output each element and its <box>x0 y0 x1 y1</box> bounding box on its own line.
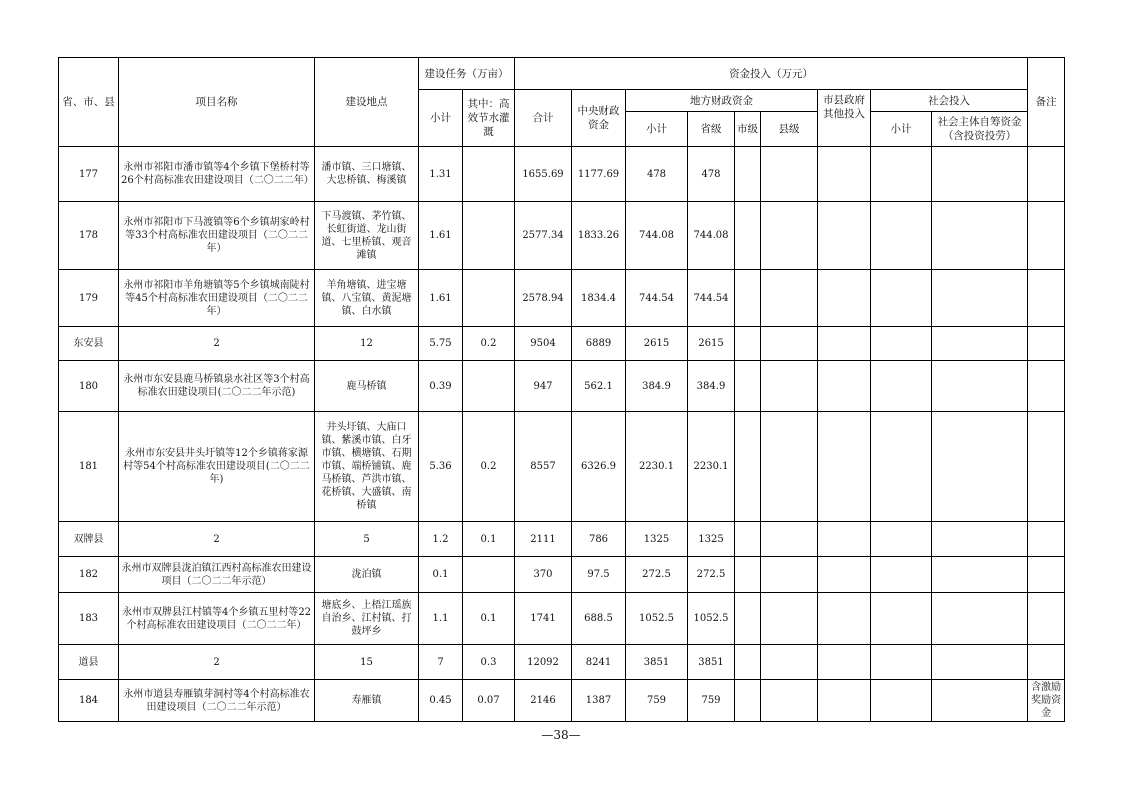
project-name: 永州市祁阳市潘市镇等4个乡镇下堡桥村等26个村高标准农田建设项目（二〇二二年） <box>119 147 315 202</box>
row-number: 178 <box>59 202 119 270</box>
central-funds: 1177.69 <box>572 147 626 202</box>
county-funds <box>761 202 818 270</box>
local-subtotal: 3851 <box>626 645 688 680</box>
social-subtotal <box>871 270 932 327</box>
county-funds <box>761 412 818 522</box>
table-row <box>59 412 1065 522</box>
county-funds <box>761 522 818 557</box>
social-self-funds <box>932 147 1028 202</box>
social-self-funds <box>932 680 1028 722</box>
social-subtotal <box>871 327 932 361</box>
county-funds <box>761 327 818 361</box>
local-subtotal: 744.54 <box>626 270 688 327</box>
header-task-subtotal: 小计 <box>419 90 463 147</box>
header-county-level: 县级 <box>761 112 818 147</box>
row-number: 179 <box>59 270 119 327</box>
county-funds <box>761 557 818 593</box>
central-funds: 8241 <box>572 645 626 680</box>
central-funds: 1833.26 <box>572 202 626 270</box>
local-subtotal: 272.5 <box>626 557 688 593</box>
social-self-funds <box>932 270 1028 327</box>
row-number: 183 <box>59 593 119 645</box>
city-funds <box>735 270 761 327</box>
project-location: 井头圩镇、大庙口镇、紫溪市镇、白牙市镇、横塘镇、石期市镇、端桥铺镇、鹿马桥镇、芦洪市镇、花桥镇、大盛镇、南桥镇 <box>315 412 419 522</box>
social-self-funds <box>932 593 1028 645</box>
social-subtotal <box>871 522 932 557</box>
social-self-funds <box>932 645 1028 680</box>
table-row <box>59 202 1065 270</box>
task-subtotal: 1.1 <box>419 593 463 645</box>
central-funds: 688.5 <box>572 593 626 645</box>
task-subtotal: 0.1 <box>419 557 463 593</box>
provincial-funds: 478 <box>688 147 735 202</box>
table-row <box>59 270 1065 327</box>
page-number: —38— <box>541 728 581 742</box>
task-irrigation <box>463 202 515 270</box>
county-name: 双牌县 <box>59 522 119 557</box>
central-funds: 1834.4 <box>572 270 626 327</box>
task-irrigation <box>463 557 515 593</box>
total-funds: 2111 <box>515 522 572 557</box>
provincial-funds: 3851 <box>688 645 735 680</box>
row-number: 177 <box>59 147 119 202</box>
project-location: 塘底乡、上梧江瑶族自治乡、江村镇、打鼓坪乡 <box>315 593 419 645</box>
table-row <box>59 593 1065 645</box>
remarks <box>1028 270 1065 327</box>
county-funds <box>761 593 818 645</box>
county-funds <box>761 270 818 327</box>
social-subtotal <box>871 202 932 270</box>
total-funds: 1741 <box>515 593 572 645</box>
local-subtotal: 744.08 <box>626 202 688 270</box>
budget-table <box>58 57 1065 722</box>
project-name: 永州市双牌县江村镇等4个乡镇五里村等22个村高标准农田建设项目（二〇二二年） <box>119 593 315 645</box>
provincial-funds: 759 <box>688 680 735 722</box>
county-summary-row <box>59 645 1065 680</box>
project-name: 永州市东安县鹿马桥镇泉水社区等3个村高标准农田建设项目(二〇二二年示范) <box>119 361 315 412</box>
task-irrigation: 0.2 <box>463 327 515 361</box>
header-project-name: 项目名称 <box>119 58 315 147</box>
table-body <box>59 147 1065 722</box>
task-subtotal: 5.36 <box>419 412 463 522</box>
county-funds <box>761 147 818 202</box>
county-summary-row <box>59 327 1065 361</box>
remarks <box>1028 593 1065 645</box>
central-funds: 97.5 <box>572 557 626 593</box>
provincial-funds: 2615 <box>688 327 735 361</box>
header-task-irrigation: 其中：高效节水灌溉 <box>463 90 515 147</box>
social-subtotal <box>871 593 932 645</box>
city-funds <box>735 522 761 557</box>
header-social-self: 社会主体自筹资金（含投资投劳） <box>932 112 1028 147</box>
header-region: 省、市、县 <box>59 58 119 147</box>
other-funds <box>818 522 871 557</box>
project-location: 鹿马桥镇 <box>315 361 419 412</box>
social-subtotal <box>871 645 932 680</box>
remarks <box>1028 557 1065 593</box>
county-name: 东安县 <box>59 327 119 361</box>
local-subtotal: 1325 <box>626 522 688 557</box>
header-social-subtotal: 小计 <box>871 112 932 147</box>
city-funds <box>735 361 761 412</box>
total-funds: 9504 <box>515 327 572 361</box>
local-subtotal: 2230.1 <box>626 412 688 522</box>
city-funds <box>735 147 761 202</box>
header-local-group: 地方财政资金 <box>626 90 818 112</box>
county-funds <box>761 361 818 412</box>
project-name: 永州市祁阳市羊角塘镇等5个乡镇城南陡村等45个村高标准农田建设项目（二〇二二年） <box>119 270 315 327</box>
remarks <box>1028 147 1065 202</box>
local-subtotal: 759 <box>626 680 688 722</box>
task-irrigation: 0.2 <box>463 412 515 522</box>
project-location: 下马渡镇、茅竹镇、长虹街道、龙山街道、七里桥镇、观音滩镇 <box>315 202 419 270</box>
social-subtotal <box>871 680 932 722</box>
social-subtotal <box>871 147 932 202</box>
header-task-group: 建设任务（万亩） <box>419 58 515 90</box>
town-count: 15 <box>315 645 419 680</box>
row-number: 184 <box>59 680 119 722</box>
total-funds: 2146 <box>515 680 572 722</box>
header-remarks: 备注 <box>1028 58 1065 147</box>
social-self-funds <box>932 202 1028 270</box>
other-funds <box>818 270 871 327</box>
task-subtotal: 7 <box>419 645 463 680</box>
provincial-funds: 1325 <box>688 522 735 557</box>
other-funds <box>818 645 871 680</box>
task-subtotal: 1.31 <box>419 147 463 202</box>
project-location: 潘市镇、三口塘镇、大忠桥镇、梅溪镇 <box>315 147 419 202</box>
row-number: 182 <box>59 557 119 593</box>
city-funds <box>735 202 761 270</box>
remarks <box>1028 522 1065 557</box>
total-funds: 8557 <box>515 412 572 522</box>
city-funds <box>735 557 761 593</box>
project-count: 2 <box>119 522 315 557</box>
other-funds <box>818 557 871 593</box>
remarks <box>1028 412 1065 522</box>
row-number: 181 <box>59 412 119 522</box>
social-self-funds <box>932 557 1028 593</box>
project-name: 永州市道县寿雁镇芽洞村等4个村高标准农田建设项目（二〇二二年示范） <box>119 680 315 722</box>
task-subtotal: 1.2 <box>419 522 463 557</box>
social-subtotal <box>871 412 932 522</box>
header-local-subtotal: 小计 <box>626 112 688 147</box>
other-funds <box>818 680 871 722</box>
other-funds <box>818 412 871 522</box>
remarks <box>1028 361 1065 412</box>
task-irrigation: 0.1 <box>463 522 515 557</box>
task-subtotal: 0.39 <box>419 361 463 412</box>
county-summary-row <box>59 522 1065 557</box>
header-central: 中央财政资金 <box>572 90 626 147</box>
other-funds <box>818 202 871 270</box>
task-subtotal: 1.61 <box>419 202 463 270</box>
remarks <box>1028 202 1065 270</box>
task-irrigation <box>463 270 515 327</box>
other-funds <box>818 327 871 361</box>
header-provincial: 省级 <box>688 112 735 147</box>
total-funds: 12092 <box>515 645 572 680</box>
social-self-funds <box>932 412 1028 522</box>
task-irrigation: 0.3 <box>463 645 515 680</box>
project-location: 寿雁镇 <box>315 680 419 722</box>
provincial-funds: 744.54 <box>688 270 735 327</box>
total-funds: 947 <box>515 361 572 412</box>
task-subtotal: 0.45 <box>419 680 463 722</box>
table-row <box>59 557 1065 593</box>
local-subtotal: 2615 <box>626 327 688 361</box>
remarks <box>1028 645 1065 680</box>
total-funds: 370 <box>515 557 572 593</box>
project-location: 羊角塘镇、进宝塘镇、八宝镇、黄泥塘镇、白水镇 <box>315 270 419 327</box>
project-name: 永州市祁阳市下马渡镇等6个乡镇胡家岭村等33个村高标准农田建设项目（二〇二二年） <box>119 202 315 270</box>
town-count: 12 <box>315 327 419 361</box>
provincial-funds: 384.9 <box>688 361 735 412</box>
total-funds: 1655.69 <box>515 147 572 202</box>
provincial-funds: 272.5 <box>688 557 735 593</box>
city-funds <box>735 412 761 522</box>
table-row <box>59 680 1065 722</box>
central-funds: 562.1 <box>572 361 626 412</box>
local-subtotal: 478 <box>626 147 688 202</box>
local-subtotal: 384.9 <box>626 361 688 412</box>
task-subtotal: 5.75 <box>419 327 463 361</box>
project-location: 泷泊镇 <box>315 557 419 593</box>
city-funds <box>735 593 761 645</box>
other-funds <box>818 147 871 202</box>
table-row <box>59 361 1065 412</box>
table-row <box>59 147 1065 202</box>
task-irrigation: 0.07 <box>463 680 515 722</box>
other-funds <box>818 361 871 412</box>
town-count: 5 <box>315 522 419 557</box>
provincial-funds: 2230.1 <box>688 412 735 522</box>
task-irrigation: 0.1 <box>463 593 515 645</box>
other-funds <box>818 593 871 645</box>
social-self-funds <box>932 361 1028 412</box>
total-funds: 2578.94 <box>515 270 572 327</box>
project-name: 永州市双牌县泷泊镇江西村高标准农田建设项目（二〇二二年示范） <box>119 557 315 593</box>
city-funds <box>735 327 761 361</box>
social-subtotal <box>871 361 932 412</box>
provincial-funds: 1052.5 <box>688 593 735 645</box>
provincial-funds: 744.08 <box>688 202 735 270</box>
total-funds: 2577.34 <box>515 202 572 270</box>
header-city-county-other: 市县政府其他投入 <box>818 90 871 147</box>
task-subtotal: 1.61 <box>419 270 463 327</box>
header-funds-group: 资金投入（万元） <box>515 58 1028 90</box>
project-count: 2 <box>119 645 315 680</box>
central-funds: 6326.9 <box>572 412 626 522</box>
remarks <box>1028 327 1065 361</box>
social-self-funds <box>932 522 1028 557</box>
project-name: 永州市东安县井头圩镇等12个乡镇蒋家源村等54个村高标准农田建设项目(二〇二二年) <box>119 412 315 522</box>
city-funds <box>735 645 761 680</box>
task-irrigation <box>463 361 515 412</box>
task-irrigation <box>463 147 515 202</box>
central-funds: 786 <box>572 522 626 557</box>
county-funds <box>761 680 818 722</box>
central-funds: 1387 <box>572 680 626 722</box>
city-funds <box>735 680 761 722</box>
project-count: 2 <box>119 327 315 361</box>
remarks: 含激励奖励资金 <box>1028 680 1065 722</box>
county-name: 道县 <box>59 645 119 680</box>
social-subtotal <box>871 557 932 593</box>
social-self-funds <box>932 327 1028 361</box>
local-subtotal: 1052.5 <box>626 593 688 645</box>
row-number: 180 <box>59 361 119 412</box>
header-city-level: 市级 <box>735 112 761 147</box>
county-funds <box>761 645 818 680</box>
central-funds: 6889 <box>572 327 626 361</box>
header-total: 合计 <box>515 90 572 147</box>
header-social-group: 社会投入 <box>871 90 1028 112</box>
header-location: 建设地点 <box>315 58 419 147</box>
